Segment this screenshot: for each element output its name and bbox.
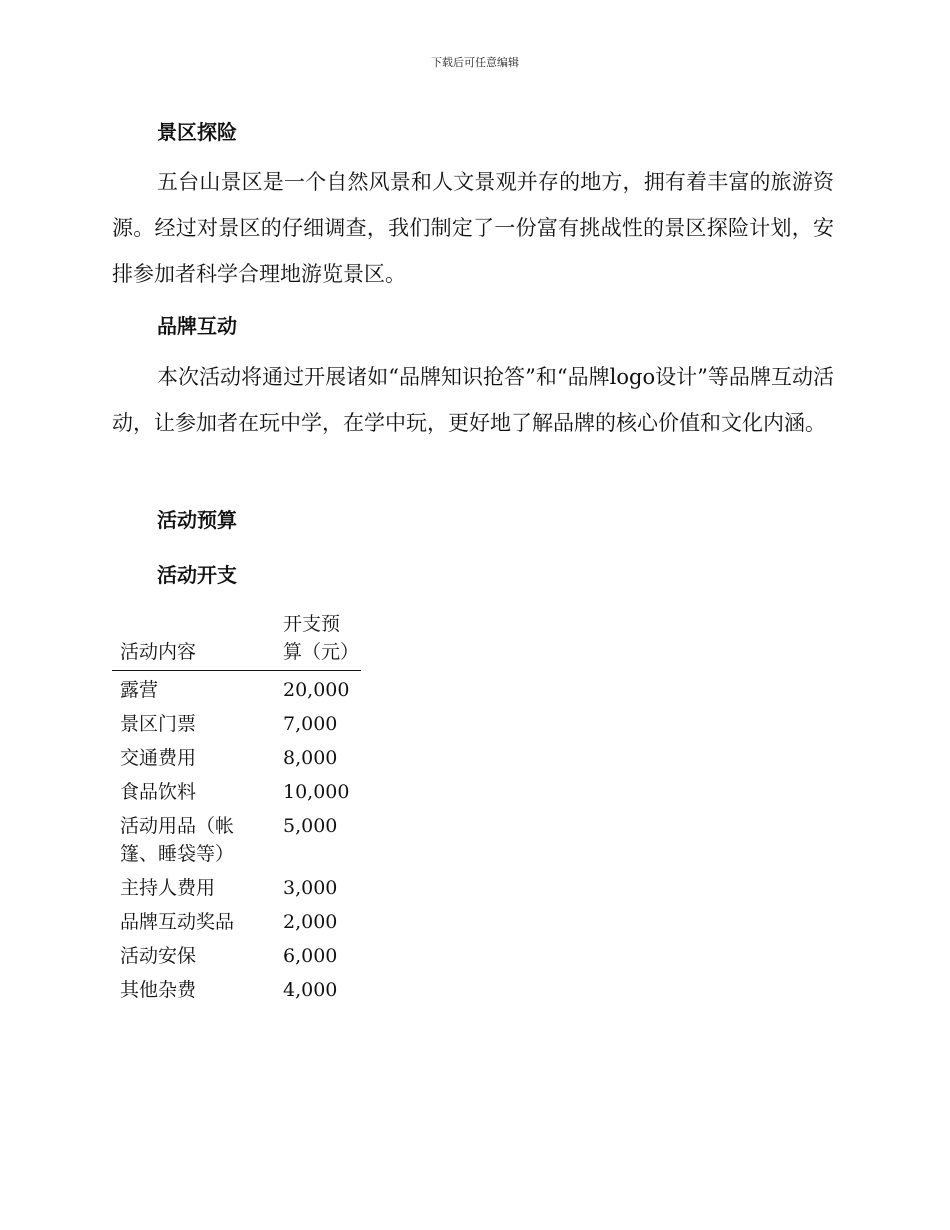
page-header-note: 下载后可任意编辑 (431, 56, 519, 69)
table-row (112, 874, 361, 908)
table-cell-activity: 交通费用 (120, 747, 197, 769)
section-heading-brand: 品牌互动 (157, 314, 237, 338)
table-cell-amount: 6,000 (283, 945, 338, 967)
table-cell-amount: 10,000 (283, 781, 350, 803)
paragraph-brand: 本次活动将通过开展诸如“品牌知识抢答”和“品牌logo设计”等品牌互动活动，让参加者在玩中学，在学中玩，更好地了解品牌的核心价值和文化内涵。 (112, 365, 834, 435)
section-heading-scenic: 景区探险 (157, 120, 237, 144)
table-cell-activity: 露营 (120, 679, 159, 701)
table-header-row (112, 610, 361, 671)
table-cell-activity: 活动用品（帐篷、睡袋等） (120, 815, 235, 865)
expense-table (112, 610, 361, 1010)
table-row (112, 744, 361, 778)
table-row (112, 671, 361, 711)
table-row (112, 908, 361, 942)
table-row (112, 976, 361, 1010)
table-row (112, 778, 361, 812)
table-row (112, 812, 361, 874)
table-cell-amount: 8,000 (283, 747, 338, 769)
table-row (112, 710, 361, 744)
column-header-budget: 开支预算（元） (275, 610, 361, 671)
table-cell-amount: 5,000 (283, 815, 338, 837)
table-cell-activity: 品牌互动奖品 (120, 911, 235, 933)
table-cell-activity: 食品饮料 (120, 781, 197, 803)
section-heading-expenses: 活动开支 (157, 563, 237, 587)
paragraph-scenic: 五台山景区是一个自然风景和人文景观并存的地方，拥有着丰富的旅游资源。经过对景区的仔细调查，我们制定了一份富有挑战性的景区探险计划，安排参加者科学合理地游览景区。 (112, 170, 834, 286)
table-cell-activity: 景区门票 (120, 713, 197, 735)
table-cell-amount: 4,000 (283, 979, 338, 1001)
table-cell-amount: 20,000 (283, 679, 350, 701)
table-cell-activity: 其他杂费 (120, 979, 197, 1001)
table-row (112, 942, 361, 976)
table-cell-amount: 3,000 (283, 877, 338, 899)
table-cell-amount: 7,000 (283, 713, 338, 735)
table-cell-activity: 主持人费用 (120, 877, 216, 899)
column-header-activity: 活动内容 (112, 610, 275, 671)
section-heading-budget: 活动预算 (157, 508, 237, 532)
table-cell-activity: 活动安保 (120, 945, 197, 967)
table-cell-amount: 2,000 (283, 911, 338, 933)
